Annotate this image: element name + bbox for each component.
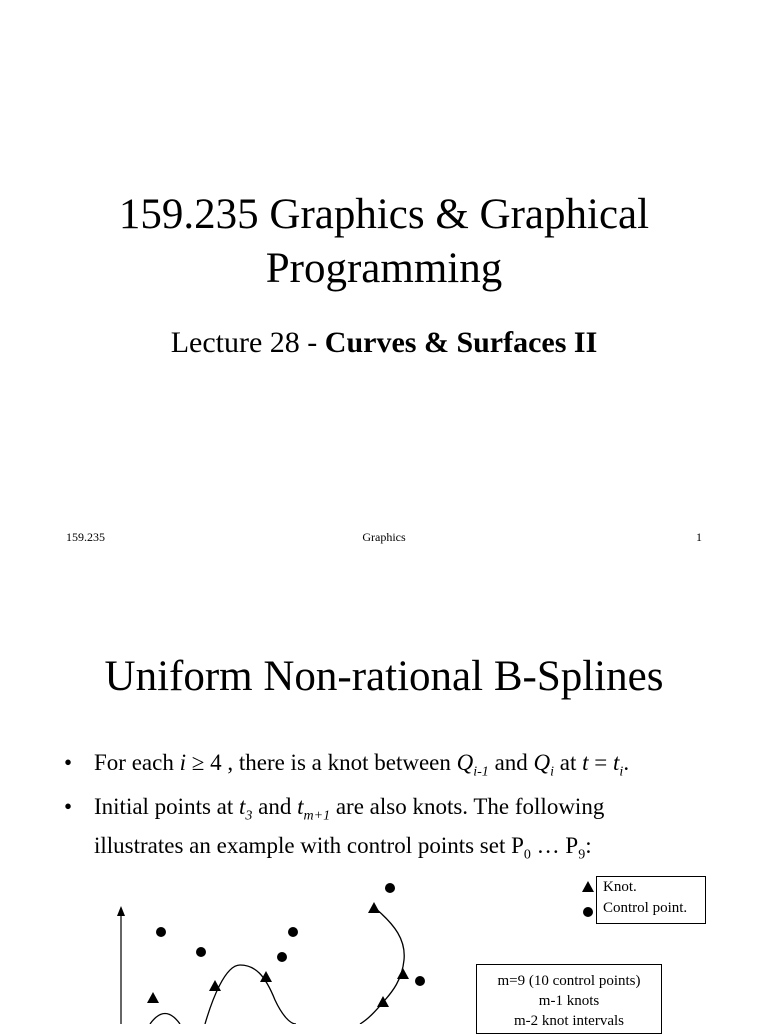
var-t: t	[582, 750, 589, 775]
var-t: t	[239, 793, 246, 819]
knot	[397, 968, 409, 979]
text: illustrates an example with control points set P	[94, 833, 524, 859]
title-line-1: 159.235 Graphics & Graphical	[118, 191, 650, 238]
subscript: i	[550, 764, 555, 780]
var-q: Q	[456, 750, 474, 775]
spline-curve	[150, 908, 404, 1024]
info-line-3: m-2 knot intervals	[514, 1013, 624, 1029]
footer-center: Graphics	[362, 530, 406, 544]
subscript: 0	[523, 847, 531, 863]
control-point	[277, 952, 287, 962]
subscript: m+1	[303, 808, 331, 824]
var-q: Q	[533, 750, 551, 775]
text: and	[488, 750, 534, 775]
control-point	[385, 883, 395, 893]
bullet-2	[62, 792, 742, 871]
legend-control-point-label: Control point.	[603, 900, 688, 916]
slide-1-title	[0, 188, 768, 296]
bullet-dot-icon: •	[64, 750, 73, 775]
control-point	[196, 947, 206, 957]
control-point	[415, 976, 425, 986]
text: =	[588, 750, 614, 775]
y-axis-arrow-icon	[117, 906, 125, 916]
control-points	[156, 883, 425, 986]
var-t: t	[297, 793, 304, 819]
title-line-2: Programming	[265, 245, 503, 292]
text: and	[252, 793, 298, 819]
text: ≥ 4 , there is a knot between	[185, 750, 457, 775]
text: … P	[530, 833, 579, 859]
text: Initial points at	[94, 793, 240, 819]
var-t: t	[613, 750, 620, 775]
text: .	[623, 750, 630, 775]
subscript: i-1	[473, 764, 489, 780]
var-i: i	[179, 750, 186, 775]
control-point	[156, 927, 166, 937]
subscript: i	[619, 764, 624, 780]
subscript: 9	[578, 847, 586, 863]
bullet-1	[62, 748, 742, 788]
legend	[596, 876, 706, 924]
knot	[147, 992, 159, 1003]
info-line-1: m=9 (10 control points)	[497, 973, 641, 989]
knot	[368, 902, 380, 913]
bullet-dot-icon: •	[64, 793, 73, 819]
subtitle-bold: Curves & Surfaces II	[324, 326, 598, 359]
footer-page-number: 1	[696, 530, 702, 544]
legend-knot-label: Knot.	[603, 879, 637, 895]
footer-left: 159.235	[66, 530, 105, 544]
text: :	[585, 833, 592, 859]
subscript: 3	[245, 808, 253, 824]
subtitle-prefix: Lecture 28 -	[170, 326, 325, 359]
legend-knot-icon	[582, 881, 594, 892]
info-line-2: m-1 knots	[538, 993, 600, 1009]
text: at	[554, 750, 583, 775]
control-point	[288, 927, 298, 937]
bullet-list	[62, 748, 742, 875]
text: are also knots. The following	[330, 793, 605, 819]
slide-1-subtitle	[0, 326, 768, 360]
text: For each	[94, 750, 180, 775]
legend-control-point-icon	[583, 907, 593, 917]
slide-2-title: Uniform Non-rational B-Splines	[104, 653, 664, 700]
